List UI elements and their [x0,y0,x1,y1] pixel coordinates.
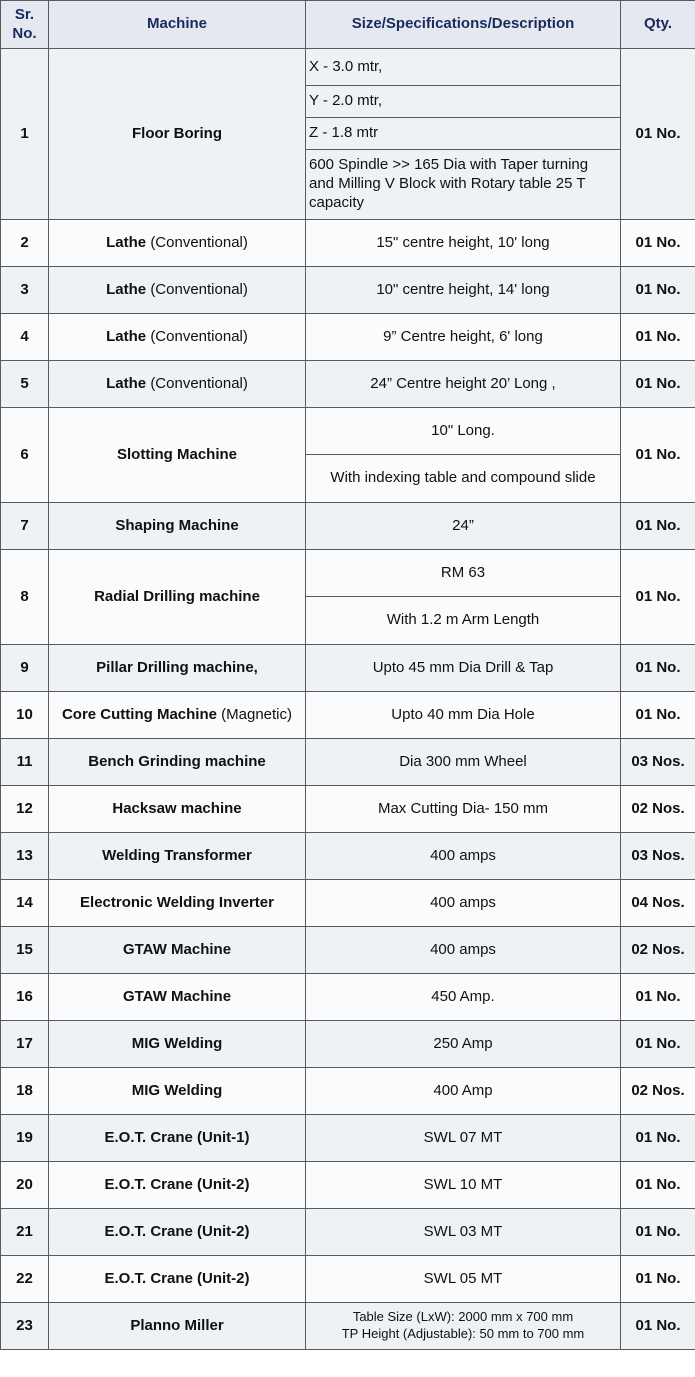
machine-cell [49,1162,306,1209]
table-row [1,267,695,314]
machine-cell [49,974,306,1021]
qty-cell: 01 No. [621,1209,695,1256]
machine-note: (Magnetic) [221,705,293,723]
spec-cell: 9” Centre height, 6' long [306,314,621,361]
spec-cell: Dia 300 mm Wheel [306,739,621,786]
sr-no-cell: 3 [1,267,49,314]
machine-cell [49,49,306,220]
qty-cell: 01 No. [621,1162,695,1209]
spec-cell: 400 amps [306,927,621,974]
qty-cell: 01 No. [621,974,695,1021]
table-body [1,49,695,1350]
sr-no-cell: 2 [1,220,49,267]
table-row [1,550,695,597]
machine-name: E.O.T. Crane (Unit-2) [104,1175,250,1193]
table-row [1,49,695,86]
sr-no-cell: 11 [1,739,49,786]
machine-cell [49,503,306,550]
sr-no-cell: 18 [1,1068,49,1115]
spec-cell [306,1303,621,1350]
qty-cell: 01 No. [621,503,695,550]
qty-cell: 01 No. [621,1303,695,1350]
table-row [1,786,695,833]
machine-cell [49,408,306,503]
spec-line: TP Height (Adjustable): 50 mm to 700 mm [341,1326,585,1341]
spec-cell: 10" centre height, 14' long [306,267,621,314]
machine-cell [49,1256,306,1303]
table-row [1,1021,695,1068]
table-row [1,1068,695,1115]
machine-name: Lathe [106,280,147,298]
sr-no-cell: 16 [1,974,49,1021]
machine-cell [49,786,306,833]
machine-cell [49,314,306,361]
spec-cell: With indexing table and compound slide [306,455,621,503]
sr-no-cell: 17 [1,1021,49,1068]
table-row [1,974,695,1021]
sr-no-cell: 7 [1,503,49,550]
machine-name: GTAW Machine [122,987,232,1005]
machine-name: Electronic Welding Inverter [80,893,274,911]
machine-name: Lathe [106,233,147,251]
table-row [1,1209,695,1256]
table-row [1,503,695,550]
qty-cell: 01 No. [621,314,695,361]
machine-name: GTAW Machine [122,940,232,958]
table-row [1,220,695,267]
table-row [1,880,695,927]
machine-cell [49,1068,306,1115]
spec-cell: 450 Amp. [306,974,621,1021]
table-row [1,314,695,361]
qty-cell: 01 No. [621,361,695,408]
table-row [1,833,695,880]
machine-note: (Conventional) [150,233,248,251]
spec-cell: Z - 1.8 mtr [306,118,621,150]
machine-note: (Conventional) [150,327,248,345]
table-row [1,692,695,739]
machine-name: E.O.T. Crane (Unit-1) [104,1128,250,1146]
table-row [1,1162,695,1209]
machine-name: Core Cutting Machine [61,705,217,723]
sr-no-cell: 10 [1,692,49,739]
qty-cell: 02 Nos. [621,1068,695,1115]
qty-cell: 01 No. [621,645,695,692]
spec-cell: SWL 03 MT [306,1209,621,1256]
qty-cell: 04 Nos. [621,880,695,927]
sr-no-cell: 20 [1,1162,49,1209]
machine-cell [49,880,306,927]
machine-name: Slotting Machine [117,445,237,463]
spec-cell: Upto 40 mm Dia Hole [306,692,621,739]
machine-cell [49,220,306,267]
table-row [1,1115,695,1162]
sr-no-cell: 19 [1,1115,49,1162]
machine-cell [49,1209,306,1256]
qty-cell: 01 No. [621,408,695,503]
machine-name: Lathe [106,327,147,345]
machine-cell [49,267,306,314]
table-row [1,408,695,455]
machine-note: (Conventional) [150,280,248,298]
qty-cell: 02 Nos. [621,786,695,833]
table-row [1,1256,695,1303]
machine-name: Bench Grinding machine [88,752,266,770]
table-row [1,1303,695,1350]
sr-no-cell: 5 [1,361,49,408]
machine-name: E.O.T. Crane (Unit-2) [104,1222,250,1240]
qty-cell: 01 No. [621,1021,695,1068]
sr-no-cell: 9 [1,645,49,692]
machine-cell [49,1115,306,1162]
machine-cell [49,833,306,880]
sr-no-cell: 15 [1,927,49,974]
machine-cell [49,361,306,408]
machine-name: MIG Welding [131,1034,223,1052]
spec-line: Table Size (LxW): 2000 mm x 700 mm [352,1309,574,1325]
table-row [1,927,695,974]
table-row [1,739,695,786]
spec-cell: Max Cutting Dia- 150 mm [306,786,621,833]
qty-cell: 01 No. [621,220,695,267]
spec-cell: Upto 45 mm Dia Drill & Tap [306,645,621,692]
spec-cell: SWL 10 MT [306,1162,621,1209]
machine-cell [49,692,306,739]
qty-cell: 01 No. [621,267,695,314]
sr-no-cell: 22 [1,1256,49,1303]
machine-cell [49,645,306,692]
machine-name: Floor Boring [132,124,222,142]
spec-cell: 15" centre height, 10' long [306,220,621,267]
machine-cell [49,739,306,786]
machine-note: (Conventional) [150,374,248,392]
spec-cell: SWL 05 MT [306,1256,621,1303]
sr-no-cell: 4 [1,314,49,361]
qty-cell: 03 Nos. [621,833,695,880]
machine-name: Shaping Machine [115,516,239,534]
spec-cell: X - 3.0 mtr, [306,49,621,86]
qty-cell: 01 No. [621,1115,695,1162]
qty-cell: 01 No. [621,49,695,220]
sr-no-cell: 12 [1,786,49,833]
table-row [1,645,695,692]
machine-name: E.O.T. Crane (Unit-2) [104,1269,250,1287]
machine-cell [49,1021,306,1068]
header-spec: Size/Specifications/Description [306,1,621,49]
spec-cell: 400 amps [306,880,621,927]
machine-name: Lathe [106,374,147,392]
qty-cell: 01 No. [621,1256,695,1303]
spec-cell: 250 Amp [306,1021,621,1068]
machine-name: Radial Drilling machine [94,587,260,605]
sr-no-cell: 6 [1,408,49,503]
spec-cell: SWL 07 MT [306,1115,621,1162]
spec-cell: Y - 2.0 mtr, [306,86,621,118]
qty-cell: 01 No. [621,550,695,645]
spec-cell: RM 63 [306,550,621,597]
machine-name: MIG Welding [131,1081,223,1099]
sr-no-cell: 8 [1,550,49,645]
qty-cell: 01 No. [621,692,695,739]
table-row [1,361,695,408]
qty-cell: 02 Nos. [621,927,695,974]
spec-cell: 400 amps [306,833,621,880]
machine-name: Hacksaw machine [112,799,242,817]
machine-cell [49,927,306,974]
spec-cell: 10" Long. [306,408,621,455]
sr-no-cell: 23 [1,1303,49,1350]
sr-no-cell: 14 [1,880,49,927]
machine-name: Pillar Drilling machine, [96,658,258,676]
machine-cell [49,550,306,645]
spec-cell: 24” Centre height 20’ Long , [306,361,621,408]
machine-name: Welding Transformer [102,846,252,864]
spec-cell: 400 Amp [306,1068,621,1115]
header-sr: Sr. No. [1,1,49,49]
sr-no-cell: 1 [1,49,49,220]
qty-cell: 03 Nos. [621,739,695,786]
header-row [1,1,695,49]
machine-name: Planno Miller [130,1316,224,1334]
machine-cell [49,1303,306,1350]
spec-cell: 600 Spindle >> 165 Dia with Taper turning and Milling V Block with Rotary table 25 T capacity [306,150,621,220]
header-machine: Machine [49,1,306,49]
spec-cell: 24” [306,503,621,550]
spec-cell: With 1.2 m Arm Length [306,597,621,645]
sr-no-cell: 13 [1,833,49,880]
header-qty: Qty. [621,1,695,49]
sr-no-cell: 21 [1,1209,49,1256]
